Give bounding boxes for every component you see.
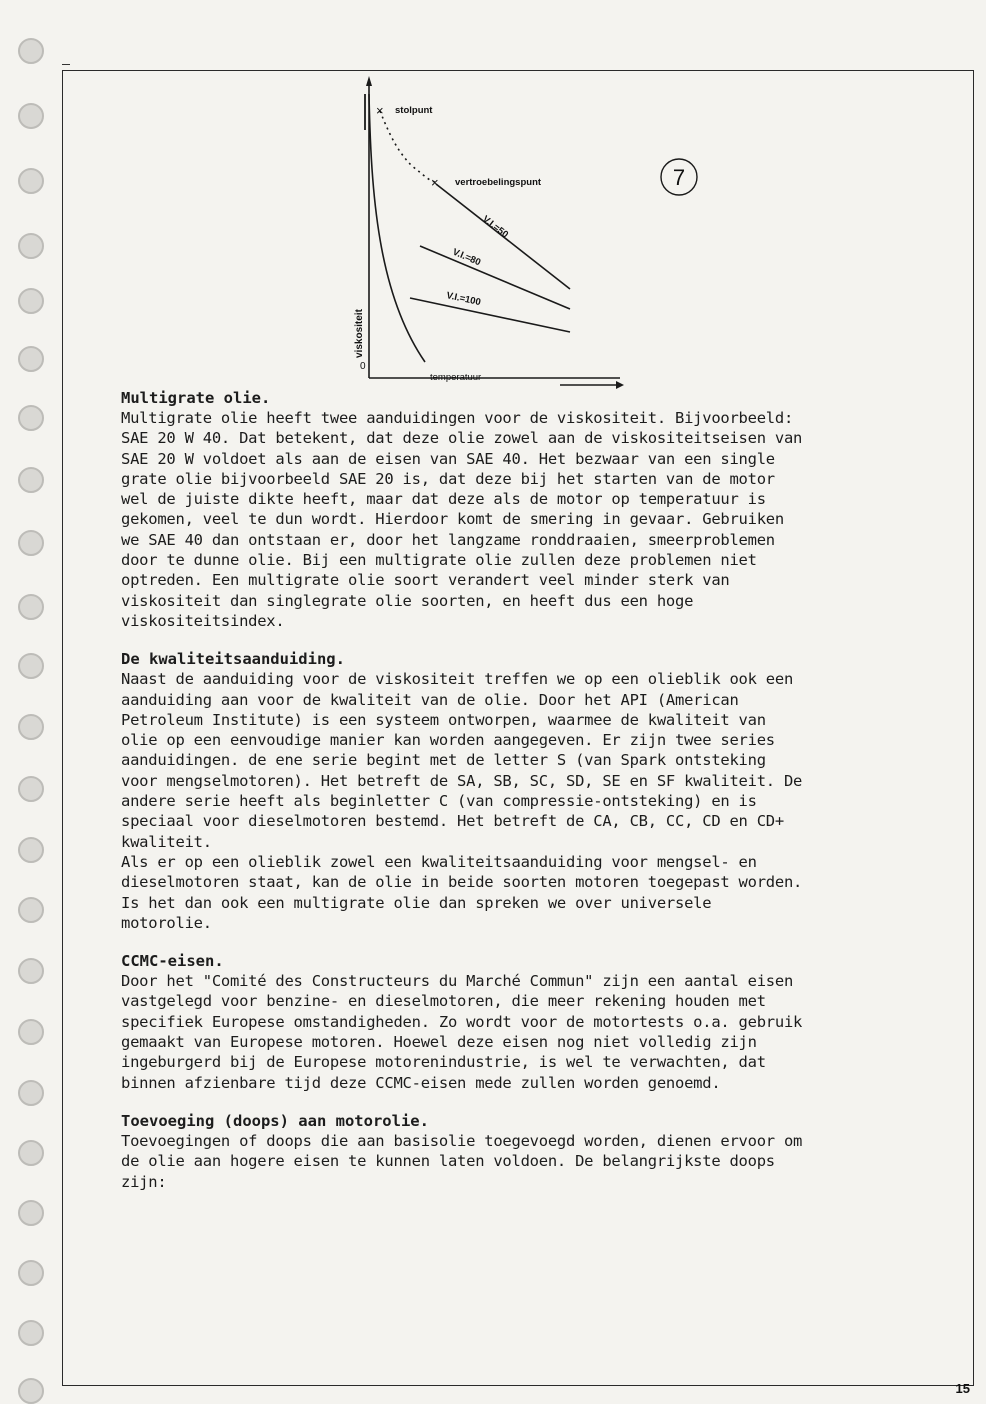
label-stolpunt: stolpunt [395, 105, 433, 116]
punch-hole [18, 38, 44, 64]
section-heading: CCMC-eisen. [121, 952, 224, 971]
punch-hole [18, 776, 44, 802]
label-vi80: V.I.=80 [450, 246, 483, 269]
punch-hole [18, 168, 44, 194]
section-ccmc [121, 951, 901, 1093]
punch-hole [18, 103, 44, 129]
section-doops [121, 1111, 901, 1192]
punch-hole [18, 1260, 44, 1286]
section-heading: Toevoeging (doops) aan motorolie. [121, 1111, 429, 1130]
paragraph: Als er op een olieblik zowel een kwaliteitsaanduiding voor mengsel- en dieselmotoren staat, kan de olie in beide soorten motoren toegepast worden. Is het dan ook een multigrate olie dan spreken we over universele motorolie. [121, 852, 803, 932]
x-axis-label: temperatuur [430, 372, 482, 383]
crop-mark [62, 64, 70, 65]
punch-hole [18, 958, 44, 984]
punch-hole [18, 1200, 44, 1226]
line-vi80 [420, 246, 570, 309]
figure-number: 7 [672, 165, 686, 190]
punch-hole [18, 837, 44, 863]
paragraph: Toevoegingen of doops die aan basisolie toegevoegd worden, dienen ervoor om de olie aan hogere eisen te kunnen laten voldoen. De belangrijkste doops zijn: [121, 1131, 803, 1191]
binder-holes [0, 0, 60, 1402]
paragraph: Multigrate olie heeft twee aanduidingen voor de viskositeit. Bijvoorbeeld: SAE 20 W 40. Dat betekent, dat deze olie zowel aan de viskositeitseisen van SAE 20 W voldoet als aan de eisen van SAE 40. Het bezwaar van een single grate olie bijvoorbeeld SAE 20 is, dat deze bij het starten van de motor wel de juiste dikte heeft, maar dat deze als de motor op temperatuur is gekomen, veel te dun wordt. Hierdoor komt de smering in gevaar. Gebruiken we SAE 40 dan ontstaan er, door het langzame ronddraaien, smeerproblemen door te dunne olie. Bij een multigrate olie zullen deze problemen niet optreden. Een multigrate olie soort verandert veel minder sterk van viskositeit dan singlegrate olie soorten, en heeft dus een hoge viskositeitsindex. [121, 409, 803, 630]
paragraph: Naast de aanduiding voor de viskositeit treffen we op een olieblik ook een aanduiding aan voor de kwaliteit van de olie. Door het API (American Petroleum Institute) is een systeem ontworpen, waarmee de kwaliteit van olie op een eenvoudige manier kan worden aangegeven. Er zijn twee series aanduidingen. de ene serie begint met de letter S (van Spark ontsteking voor mengselmotoren). Het betreft de SA, SB, SC, SD, SE en SF kwaliteit. De andere serie heeft als beginletter C (van compressie-ontsteking) en is speciaal voor dieselmotoren bestemd. Het betreft de CA, CB, CC, CD en CD+ kwaliteit. [121, 670, 803, 851]
punch-hole [18, 897, 44, 923]
punch-hole [18, 467, 44, 493]
punch-hole [18, 714, 44, 740]
vertroebelingspunt-marker: × [431, 175, 439, 190]
section-kwaliteit [121, 649, 901, 933]
cloud-point-curve [380, 111, 435, 182]
punch-hole [18, 405, 44, 431]
section-heading: De kwaliteitsaanduiding. [121, 650, 345, 669]
section-heading: Multigrate olie. [121, 389, 271, 407]
punch-hole [18, 233, 44, 259]
page-number: 15 [955, 1381, 970, 1396]
line-vi100 [410, 298, 570, 332]
punch-hole [18, 653, 44, 679]
label-vi100: V.I.=100 [445, 290, 482, 309]
punch-hole [18, 1140, 44, 1166]
section-multigrate [121, 388, 901, 631]
viscosity-figure [340, 74, 740, 394]
paragraph: Door het "Comité des Constructeurs du Marché Commun" zijn een aantal eisen vastgelegd voor benzine- en dieselmotoren, die meer rekening houden met specifiek Europese omstandigheden. Zo wordt voor de motortests o.a. gebruik gemaakt van Europese motoren. Hoewel deze eisen nog niet volledig zijn ingeburgerd bij de Europese motorenindustrie, is wel te verwachten, dat binnen afzienbare tijd deze CCMC-eisen mede zullen worden genoemd. [121, 972, 803, 1092]
y-axis-arrow [366, 76, 372, 86]
punch-hole [18, 1080, 44, 1106]
punch-hole [18, 530, 44, 556]
punch-hole [18, 288, 44, 314]
punch-hole [18, 1019, 44, 1045]
label-vertroebelingspunt: vertroebelingspunt [455, 177, 542, 188]
y-axis-label: viskositeit [354, 309, 365, 358]
viscosity-curve [369, 94, 425, 362]
punch-hole [18, 594, 44, 620]
punch-hole [18, 1378, 44, 1404]
origin-label: 0 [360, 361, 366, 372]
stolpunt-marker: × [376, 103, 384, 118]
main-text [121, 388, 901, 1192]
punch-hole [18, 1320, 44, 1346]
label-vi50: V.I.=50 [480, 213, 511, 241]
punch-hole [18, 346, 44, 372]
